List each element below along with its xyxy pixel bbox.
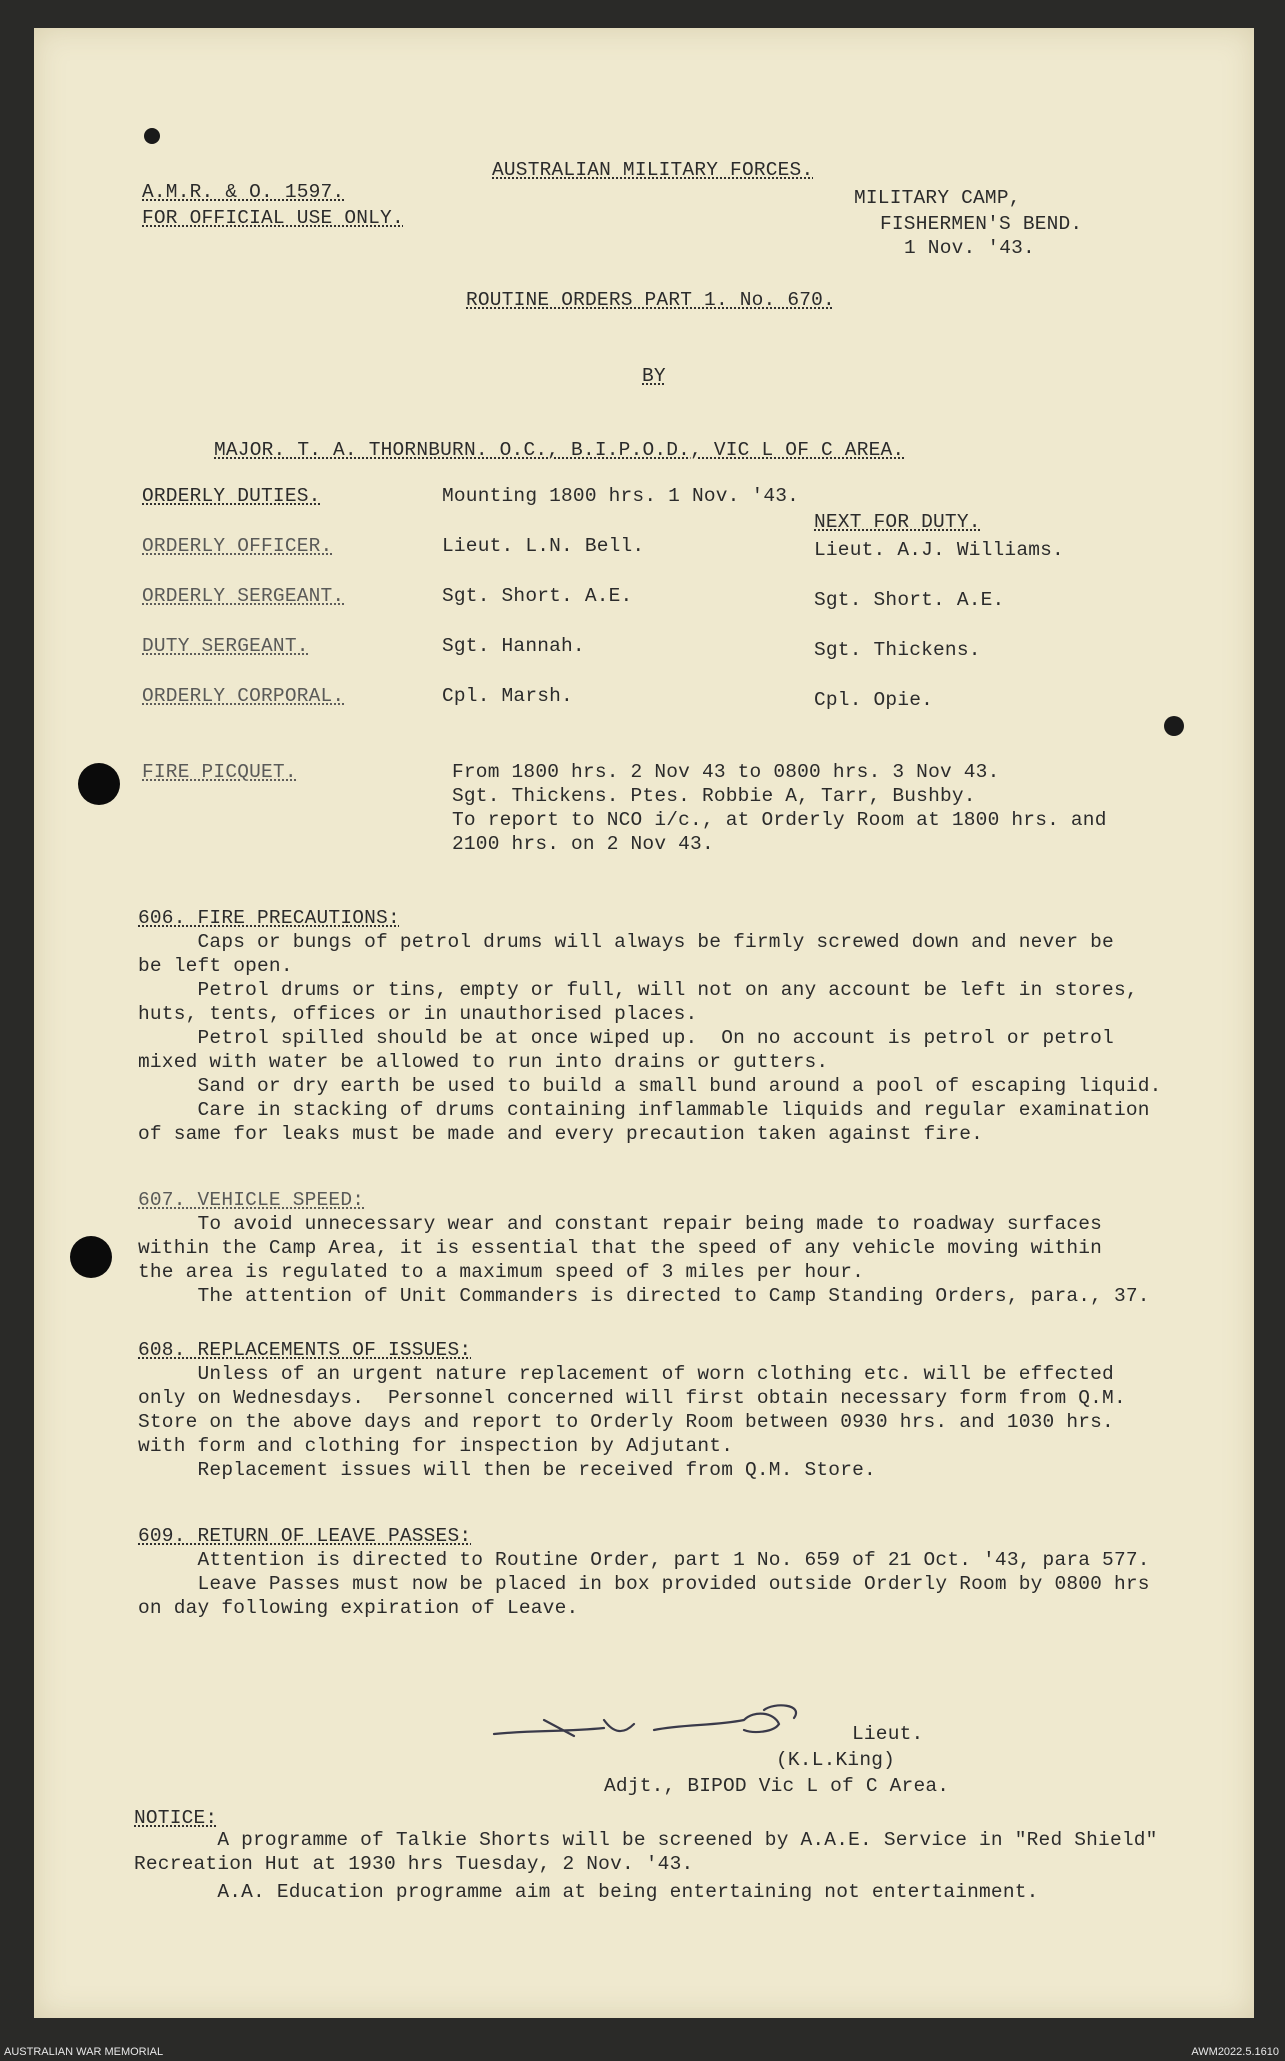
duty-next: Lieut. A.J. Williams.: [814, 539, 1064, 561]
section-heading: 609. RETURN OF LEAVE PASSES:: [138, 1525, 472, 1547]
section-line: the area is regulated to a maximum speed of 3 miles per hour.: [138, 1261, 865, 1283]
location-line-2: FISHERMEN'S BEND.: [880, 213, 1083, 235]
notice-line: A.A. Education programme aim at being entertaining not entertainment.: [134, 1881, 1039, 1903]
fire-picquet-line: From 1800 hrs. 2 Nov 43 to 0800 hrs. 3 Nov 43.: [452, 761, 1000, 783]
signatory-appointment: Adjt., BIPOD Vic L of C Area.: [604, 1775, 950, 1797]
duty-role: ORDERLY OFFICER.: [142, 535, 333, 557]
punch-hole-bottom: [70, 1236, 112, 1278]
orders-title: ROUTINE ORDERS PART 1. No. 670.: [466, 289, 835, 311]
section-line: only on Wednesdays. Personnel concerned will first obtain necessary form from Q.M.: [138, 1387, 1126, 1409]
document-page: [34, 28, 1254, 2018]
duty-role: ORDERLY SERGEANT.: [142, 585, 345, 607]
location-line-1: MILITARY CAMP,: [854, 187, 1021, 209]
classification: FOR OFFICIAL USE ONLY.: [142, 207, 404, 229]
notice-line: Recreation Hut at 1930 hrs Tuesday, 2 Nov. '43.: [134, 1853, 694, 1875]
archive-credit: AUSTRALIAN WAR MEMORIAL: [4, 2046, 164, 2058]
by-line: BY: [642, 365, 666, 387]
section-line: on day following expiration of Leave.: [138, 1597, 579, 1619]
ink-blot-top-left: [144, 128, 160, 144]
section-line: of same for leaks must be made and every precaution taken against fire.: [138, 1123, 984, 1145]
section-line: with form and clothing for inspection by Adjutant.: [138, 1435, 734, 1457]
fire-picquet-line: 2100 hrs. on 2 Nov 43.: [452, 833, 714, 855]
section-heading: 607. VEHICLE SPEED:: [138, 1189, 365, 1211]
signatory-name: (K.L.King): [776, 1749, 896, 1771]
section-line: Petrol drums or tins, empty or full, will not on any account be left in stores,: [138, 979, 1138, 1001]
section-heading: 606. FIRE PRECAUTIONS:: [138, 907, 400, 929]
duty-role: DUTY SERGEANT.: [142, 635, 309, 657]
punch-hole-top: [78, 763, 120, 805]
mounting-time: Mounting 1800 hrs. 1 Nov. '43.: [442, 485, 800, 507]
fire-picquet-line: To report to NCO i/c., at Orderly Room at 1800 hrs. and: [452, 809, 1107, 831]
signatory-rank: Lieut.: [852, 1723, 924, 1745]
next-for-duty-header: NEXT FOR DUTY.: [814, 511, 981, 533]
section-line: The attention of Unit Commanders is directed to Camp Standing Orders, para., 37.: [138, 1285, 1150, 1307]
duty-current: Lieut. L.N. Bell.: [442, 535, 645, 557]
document-date: 1 Nov. '43.: [904, 237, 1035, 259]
duty-next: Sgt. Thickens.: [814, 639, 981, 661]
section-heading: 608. REPLACEMENTS OF ISSUES:: [138, 1339, 472, 1361]
duty-current: Cpl. Marsh.: [442, 685, 573, 707]
duty-next: Sgt. Short. A.E.: [814, 589, 1005, 611]
section-line: To avoid unnecessary wear and constant repair being made to roadway surfaces: [138, 1213, 1103, 1235]
fire-picquet-line: Sgt. Thickens. Ptes. Robbie A, Tarr, Bushby.: [452, 785, 976, 807]
document-title: AUSTRALIAN MILITARY FORCES.: [492, 159, 814, 181]
section-line: Replacement issues will then be received from Q.M. Store.: [138, 1459, 876, 1481]
section-line: Unless of an urgent nature replacement of worn clothing etc. will be effected: [138, 1363, 1114, 1385]
section-line: mixed with water be allowed to run into drains or gutters.: [138, 1051, 829, 1073]
duty-next: Cpl. Opie.: [814, 689, 934, 711]
notice-label: NOTICE:: [134, 1807, 218, 1829]
section-line: huts, tents, offices or in unauthorised places.: [138, 1003, 698, 1025]
section-line: Attention is directed to Routine Order, part 1 No. 659 of 21 Oct. '43, para 577.: [138, 1549, 1150, 1571]
reference-number: A.M.R. & O. 1597.: [142, 181, 345, 203]
notice-line: A programme of Talkie Shorts will be screened by A.A.E. Service in "Red Shield": [134, 1829, 1158, 1851]
section-line: Caps or bungs of petrol drums will always be firmly screwed down and never be: [138, 931, 1114, 953]
handwritten-signature: [474, 1690, 854, 1750]
duties-label: ORDERLY DUTIES.: [142, 485, 321, 507]
section-line: be left open.: [138, 955, 293, 977]
section-line: Store on the above days and report to Orderly Room between 0930 hrs. and 1030 hrs.: [138, 1411, 1114, 1433]
section-line: Sand or dry earth be used to build a small bund around a pool of escaping liquid.: [138, 1075, 1162, 1097]
ink-blot-right: [1164, 716, 1184, 736]
section-line: within the Camp Area, it is essential that the speed of any vehicle moving within: [138, 1237, 1103, 1259]
duty-current: Sgt. Hannah.: [442, 635, 585, 657]
section-line: Leave Passes must now be placed in box provided outside Orderly Room by 0800 hrs: [138, 1573, 1150, 1595]
section-line: Petrol spilled should be at once wiped up. On no account is petrol or petrol: [138, 1027, 1114, 1049]
duty-role: ORDERLY CORPORAL.: [142, 685, 345, 707]
fire-picquet-label: FIRE PICQUET.: [142, 761, 297, 783]
archive-accession-number: AWM2022.5.1610: [1191, 2046, 1279, 2058]
issuer-line: MAJOR. T. A. THORNBURN. O.C., B.I.P.O.D., VIC L OF C AREA.: [214, 439, 905, 461]
section-line: Care in stacking of drums containing inflammable liquids and regular examination: [138, 1099, 1150, 1121]
duty-current: Sgt. Short. A.E.: [442, 585, 633, 607]
